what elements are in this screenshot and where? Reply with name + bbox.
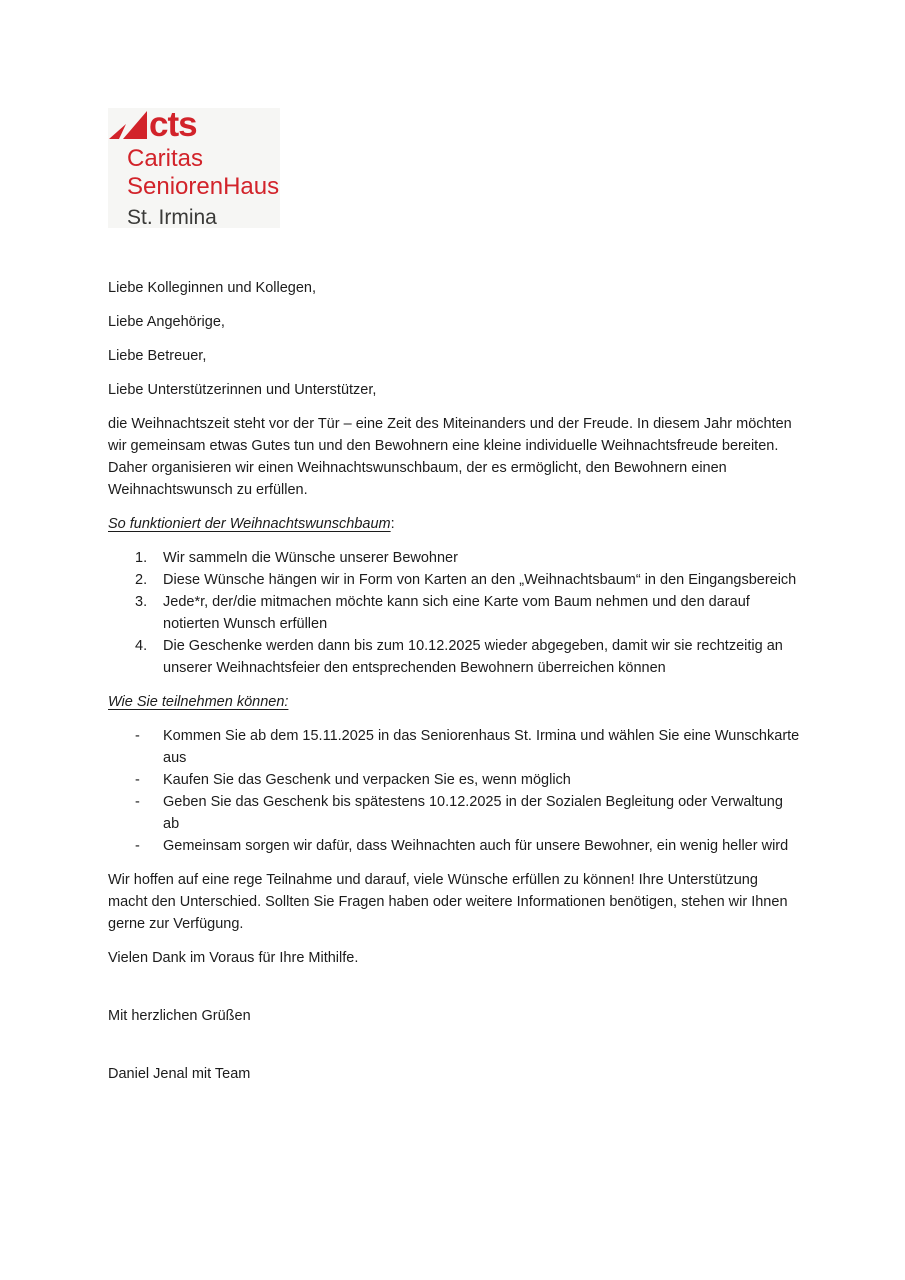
- logo-org-caritas: Caritas: [127, 145, 204, 172]
- greeting-line-2: Liebe Angehörige,: [108, 314, 225, 330]
- list-item: [108, 547, 800, 569]
- list-item-text: Jede*r, der/die mitmachen möchte kann sich eine Karte vom Baum nehmen und den darauf notierten Wunsch erfüllen: [163, 594, 750, 632]
- list-item: [108, 835, 800, 857]
- list-item-text: Kommen Sie ab dem 15.11.2025 in das Seniorenhaus St. Irmina und wählen Sie eine Wunschkarte aus: [163, 728, 800, 766]
- section-heading-how: [108, 513, 800, 535]
- list-item-dash: -: [135, 772, 140, 788]
- list-item: [108, 791, 800, 835]
- list-item-text: Die Geschenke werden dann bis zum 10.12.2025 wieder abgegeben, damit wir sie rechtzeitig an unserer Weihnachtsfeier den entsprechenden Bewohnern überreichen können: [163, 638, 783, 676]
- thanks-line: Vielen Dank im Voraus für Ihre Mithilfe.: [108, 950, 359, 966]
- list-item: [108, 635, 800, 679]
- logo: [108, 105, 280, 229]
- list-item: [108, 591, 800, 635]
- list-item: [108, 769, 800, 791]
- list-item-dash: -: [135, 838, 140, 854]
- list-item-text: Geben Sie das Geschenk bis spätestens 10.12.2025 in der Sozialen Begleitung oder Verwaltung ab: [163, 794, 783, 832]
- greeting-line-4: Liebe Unterstützerinnen und Unterstützer,: [108, 382, 377, 398]
- letter-content: [108, 277, 800, 1097]
- closing-paragraph: Wir hoffen auf eine rege Teilnahme und darauf, viele Wünsche erfüllen zu können! Ihre Unterstützung macht den Unterschied. Sollten Sie Fragen haben oder weitere Informationen benötigen, stehen wir Ihnen gerne zur Verfügung.: [108, 872, 788, 932]
- intro-paragraph: die Weihnachtszeit steht vor der Tür – eine Zeit des Miteinanders und der Freude. In diesem Jahr möchten wir gemeinsam etwas Gutes tun und den Bewohnern eine kleine individuelle Weihnachtsfreude bereiten. Daher organisieren wir einen Weihnachtswunschbaum, der es ermöglicht, den Bewohnern einen Weihnachtswunsch zu erfüllen.: [108, 416, 792, 498]
- list-item: [108, 569, 800, 591]
- logo-brand-text: cts: [149, 105, 197, 144]
- greeting-line-1: Liebe Kolleginnen und Kollegen,: [108, 280, 317, 296]
- logo-brand-row: [109, 105, 280, 144]
- list-item-number: 2.: [135, 572, 148, 588]
- list-item-dash: -: [135, 728, 140, 744]
- list-item: [108, 725, 800, 769]
- regards-line: Mit herzlichen Grüßen: [108, 1008, 251, 1024]
- greeting-line-3: Liebe Betreuer,: [108, 348, 207, 364]
- how-to-join-list: [108, 725, 800, 857]
- list-item-number: 4.: [135, 638, 148, 654]
- section-heading-join-text: Wie Sie teilnehmen können:: [108, 694, 289, 710]
- section-heading-join: [108, 691, 800, 713]
- cts-triangle-icon: [109, 111, 147, 139]
- logo-site-name: St. Irmina: [127, 206, 217, 229]
- logo-org-seniorenhaus: SeniorenHaus: [127, 173, 280, 200]
- how-it-works-list: [108, 547, 800, 679]
- list-item-number: 3.: [135, 594, 148, 610]
- list-item-text: Gemeinsam sorgen wir dafür, dass Weihnachten auch für unsere Bewohner, ein wenig heller wird: [163, 838, 789, 854]
- section-heading-how-text: So funktioniert der Weihnachtswunschbaum: [108, 516, 391, 532]
- list-item-text: Kaufen Sie das Geschenk und verpacken Sie es, wenn möglich: [163, 772, 571, 788]
- list-item-dash: -: [135, 794, 140, 810]
- list-item-text: Diese Wünsche hängen wir in Form von Karten an den „Weihnachtsbaum“ in den Eingangsbereich: [163, 572, 797, 588]
- signature-line: Daniel Jenal mit Team: [108, 1066, 251, 1082]
- list-item-number: 1.: [135, 550, 148, 566]
- section-heading-how-colon: :: [390, 516, 395, 532]
- list-item-text: Wir sammeln die Wünsche unserer Bewohner: [163, 550, 458, 566]
